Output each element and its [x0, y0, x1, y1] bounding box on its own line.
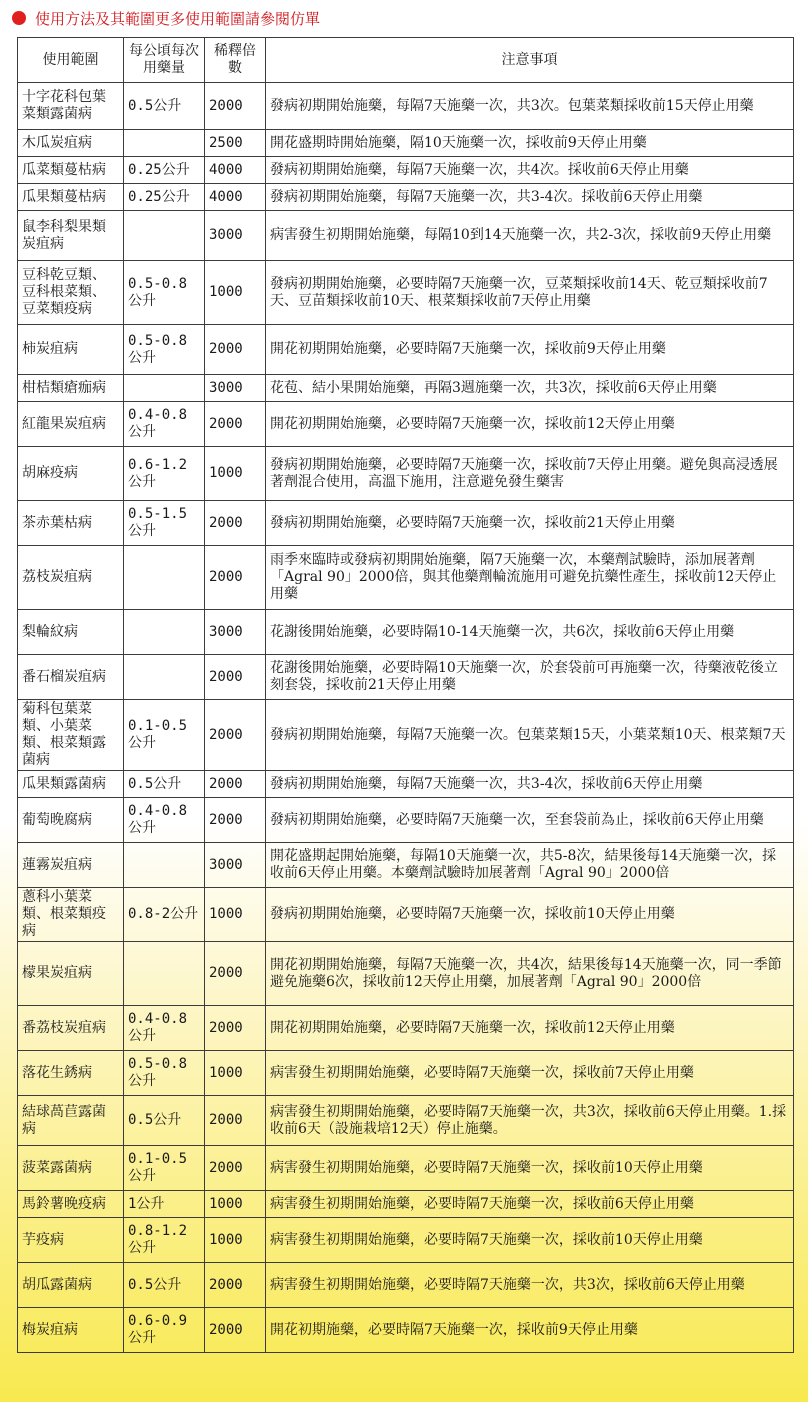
cell-dilution: 2000: [205, 325, 266, 375]
cell-scope: 馬鈴薯晚疫病: [18, 1191, 124, 1218]
cell-note: 發病初期開始施藥，必要時隔7天施藥一次，採收前21天停止用藥: [266, 501, 794, 546]
cell-dose: [124, 843, 205, 888]
table-row: [18, 546, 794, 610]
cell-dose: 0.5公升: [124, 83, 205, 130]
cell-scope: 木瓜炭疽病: [18, 130, 124, 157]
cell-dilution: 2000: [205, 1146, 266, 1191]
cell-dilution: 2000: [205, 1006, 266, 1051]
cell-dilution: 1000: [205, 447, 266, 501]
cell-dilution: 2000: [205, 798, 266, 843]
table-row: [18, 1051, 794, 1096]
cell-note: 發病初期開始施藥，每隔7天施藥一次，共3-4次，採收前6天停止用藥: [266, 771, 794, 798]
cell-dilution: 2000: [205, 546, 266, 610]
cell-note: 病害發生初期開始施藥，必要時隔7天施藥一次，採收前10天停止用藥: [266, 1146, 794, 1191]
cell-dilution: 1000: [205, 888, 266, 942]
cell-dose: 0.5-1.5公升: [124, 501, 205, 546]
cell-dilution: 2000: [205, 771, 266, 798]
table-header-row: [18, 38, 794, 83]
cell-note: 發病初期開始施藥，必要時隔7天施藥一次，豆菜類採收前14天、乾豆類採收前7天、豆苗類採收前10天、根菜類採收前7天停止用藥: [266, 261, 794, 325]
table-row: [18, 1191, 794, 1218]
cell-scope: 葡萄晚腐病: [18, 798, 124, 843]
cell-dilution: 4000: [205, 157, 266, 184]
cell-scope: 瓜果類蔓枯病: [18, 184, 124, 211]
cell-scope: 柿炭疽病: [18, 325, 124, 375]
usage-table: [17, 37, 794, 1353]
cell-dilution: 2500: [205, 130, 266, 157]
cell-dose: 0.4-0.8公升: [124, 1006, 205, 1051]
cell-scope: 鼠李科梨果類炭疽病: [18, 211, 124, 261]
cell-note: 病害發生初期開始施藥，每隔10到14天施藥一次，共2-3次，採收前9天停止用藥: [266, 211, 794, 261]
cell-dose: [124, 546, 205, 610]
cell-scope: 蓮霧炭疽病: [18, 843, 124, 888]
cell-dose: 0.1-0.5公升: [124, 700, 205, 771]
column-header-dilution: 稀釋倍數: [205, 38, 266, 83]
cell-dose: 1公升: [124, 1191, 205, 1218]
cell-scope: 十字花科包葉菜類露菌病: [18, 83, 124, 130]
cell-dilution: 2000: [205, 402, 266, 447]
column-header-scope: 使用範圍: [18, 38, 124, 83]
cell-note: 開花初期施藥，必要時隔7天施藥一次，採收前9天停止用藥: [266, 1308, 794, 1353]
table-row: [18, 130, 794, 157]
table-row: [18, 700, 794, 771]
cell-note: 發病初期開始施藥，每隔7天施藥一次。包葉菜類15天，小葉菜類10天、根菜類7天: [266, 700, 794, 771]
cell-note: 花苞、結小果開始施藥，再隔3週施藥一次，共3次，採收前6天停止用藥: [266, 375, 794, 402]
cell-note: 病害發生初期開始施藥，必要時隔7天施藥一次，共3次，採收前6天停止用藥。1.採收前6天（設施栽培12天）停止施藥。: [266, 1096, 794, 1146]
cell-dilution: 1000: [205, 1218, 266, 1263]
cell-dose: [124, 130, 205, 157]
cell-dilution: 1000: [205, 1051, 266, 1096]
table-row: [18, 1218, 794, 1263]
cell-dilution: 2000: [205, 83, 266, 130]
table-row: [18, 888, 794, 942]
cell-dilution: 3000: [205, 211, 266, 261]
cell-scope: 蔥科小葉菜類、根菜類疫病: [18, 888, 124, 942]
cell-note: 病害發生初期開始施藥，必要時隔7天施藥一次，採收前7天停止用藥: [266, 1051, 794, 1096]
cell-scope: 菊科包葉菜類、小葉菜類、根菜類露菌病: [18, 700, 124, 771]
table-row: [18, 83, 794, 130]
cell-dilution: 2000: [205, 655, 266, 700]
cell-dilution: 2000: [205, 501, 266, 546]
table-row: [18, 211, 794, 261]
cell-note: 病害發生初期開始施藥，必要時隔7天施藥一次，共3次，採收前6天停止用藥: [266, 1263, 794, 1308]
cell-scope: 荔枝炭疽病: [18, 546, 124, 610]
cell-scope: 紅龍果炭疽病: [18, 402, 124, 447]
cell-note: 發病初期開始施藥，每隔7天施藥一次，共4次。採收前6天停止用藥: [266, 157, 794, 184]
cell-dilution: 4000: [205, 184, 266, 211]
table-row: [18, 402, 794, 447]
cell-note: 開花盛期起開始施藥，每隔10天施藥一次，共5-8次，結果後每14天施藥一次，採收前6天停止用藥。本藥劑試驗時加展著劑「Agral 90」2000倍: [266, 843, 794, 888]
cell-scope: 番荔枝炭疽病: [18, 1006, 124, 1051]
cell-scope: 芋疫病: [18, 1218, 124, 1263]
cell-dose: 0.5-0.8公升: [124, 325, 205, 375]
table-row: [18, 771, 794, 798]
cell-scope: 檬果炭疽病: [18, 942, 124, 1006]
table-row: [18, 1308, 794, 1353]
column-header-notes: 注意事項: [266, 38, 794, 83]
cell-scope: 瓜菜類蔓枯病: [18, 157, 124, 184]
table-row: [18, 843, 794, 888]
cell-dose: 0.5公升: [124, 771, 205, 798]
cell-note: 發病初期開始施藥，必要時隔7天施藥一次，至套袋前為止，採收前6天停止用藥: [266, 798, 794, 843]
cell-scope: 結球萵苣露菌病: [18, 1096, 124, 1146]
cell-scope: 菠菜露菌病: [18, 1146, 124, 1191]
cell-dilution: 2000: [205, 700, 266, 771]
cell-dilution: 2000: [205, 1308, 266, 1353]
cell-note: 開花初期開始施藥，必要時隔7天施藥一次，採收前9天停止用藥: [266, 325, 794, 375]
table-row: [18, 184, 794, 211]
cell-note: 開花初期開始施藥，每隔7天施藥一次，共4次，結果後每14天施藥一次，同一季節避免施藥6次，採收前12天停止用藥，加展著劑「Agral 90」2000倍: [266, 942, 794, 1006]
cell-dose: 0.25公升: [124, 157, 205, 184]
cell-dose: 0.25公升: [124, 184, 205, 211]
cell-dilution: 3000: [205, 610, 266, 655]
table-row: [18, 1096, 794, 1146]
cell-dose: 0.5公升: [124, 1263, 205, 1308]
cell-dilution: 2000: [205, 1096, 266, 1146]
cell-dose: 0.5-0.8公升: [124, 1051, 205, 1096]
cell-dilution: 3000: [205, 375, 266, 402]
cell-note: 發病初期開始施藥，每隔7天施藥一次，共3次。包葉菜類採收前15天停止用藥: [266, 83, 794, 130]
cell-scope: 豆科乾豆類、豆科根菜類、豆菜類疫病: [18, 261, 124, 325]
cell-dilution: 2000: [205, 942, 266, 1006]
cell-note: 病害發生初期開始施藥，必要時隔7天施藥一次，採收前6天停止用藥: [266, 1191, 794, 1218]
cell-note: 發病初期開始施藥，必要時隔7天施藥一次，採收前10天停止用藥: [266, 888, 794, 942]
cell-note: 雨季來臨時或發病初期開始施藥，隔7天施藥一次，本藥劑試驗時，添加展著劑「Agral 90」2000倍，與其他藥劑輪流施用可避免抗藥性產生，採收前12天停止用藥: [266, 546, 794, 610]
cell-dose: [124, 375, 205, 402]
cell-scope: 茶赤葉枯病: [18, 501, 124, 546]
table-row: [18, 447, 794, 501]
cell-dose: [124, 610, 205, 655]
cell-dilution: 1000: [205, 261, 266, 325]
cell-scope: 胡麻疫病: [18, 447, 124, 501]
cell-dose: 0.1-0.5公升: [124, 1146, 205, 1191]
cell-scope: 胡瓜露菌病: [18, 1263, 124, 1308]
table-row: [18, 1146, 794, 1191]
cell-scope: 柑桔類瘡痂病: [18, 375, 124, 402]
cell-dose: 0.8-1.2公升: [124, 1218, 205, 1263]
table-row: [18, 325, 794, 375]
cell-note: 花謝後開始施藥，必要時隔10天施藥一次，於套袋前可再施藥一次，待藥液乾後立刻套袋，採收前21天停止用藥: [266, 655, 794, 700]
column-header-dose: 每公頃每次用藥量: [124, 38, 205, 83]
cell-scope: 梨輪紋病: [18, 610, 124, 655]
cell-note: 開花盛期時開始施藥，隔10天施藥一次，採收前9天停止用藥: [266, 130, 794, 157]
table-row: [18, 375, 794, 402]
table-row: [18, 942, 794, 1006]
cell-scope: 番石榴炭疽病: [18, 655, 124, 700]
cell-scope: 落花生銹病: [18, 1051, 124, 1096]
section-title: 使用方法及其範圍更多使用範圍請參閱仿單: [35, 9, 321, 28]
cell-dose: 0.8-2公升: [124, 888, 205, 942]
table-row: [18, 655, 794, 700]
table-row: [18, 501, 794, 546]
cell-note: 發病初期開始施藥，每隔7天施藥一次，共3-4次。採收前6天停止用藥: [266, 184, 794, 211]
cell-dilution: 1000: [205, 1191, 266, 1218]
cell-dose: 0.5-0.8公升: [124, 261, 205, 325]
table-row: [18, 1006, 794, 1051]
section-header: [0, 0, 808, 36]
cell-dose: 0.4-0.8公升: [124, 798, 205, 843]
cell-dose: [124, 942, 205, 1006]
cell-scope: 瓜果類露菌病: [18, 771, 124, 798]
cell-dilution: 2000: [205, 1263, 266, 1308]
cell-note: 開花初期開始施藥，必要時隔7天施藥一次，採收前12天停止用藥: [266, 402, 794, 447]
cell-dose: 0.6-0.9公升: [124, 1308, 205, 1353]
cell-note: 發病初期開始施藥，必要時隔7天施藥一次，採收前7天停止用藥。避免與高浸透展著劑混合使用，高溫下施用，注意避免發生藥害: [266, 447, 794, 501]
table-row: [18, 157, 794, 184]
cell-note: 開花初期開始施藥，必要時隔7天施藥一次，採收前12天停止用藥: [266, 1006, 794, 1051]
cell-dose: 0.6-1.2公升: [124, 447, 205, 501]
cell-note: 病害發生初期開始施藥，必要時隔7天施藥一次，採收前10天停止用藥: [266, 1218, 794, 1263]
cell-note: 花謝後開始施藥，必要時隔10-14天施藥一次，共6次，採收前6天停止用藥: [266, 610, 794, 655]
cell-dilution: 3000: [205, 843, 266, 888]
cell-scope: 梅炭疽病: [18, 1308, 124, 1353]
cell-dose: [124, 211, 205, 261]
cell-dose: 0.4-0.8公升: [124, 402, 205, 447]
cell-dose: 0.5公升: [124, 1096, 205, 1146]
table-row: [18, 610, 794, 655]
red-bullet-icon: [12, 11, 26, 25]
table-row: [18, 1263, 794, 1308]
table-row: [18, 261, 794, 325]
cell-dose: [124, 655, 205, 700]
table-row: [18, 798, 794, 843]
